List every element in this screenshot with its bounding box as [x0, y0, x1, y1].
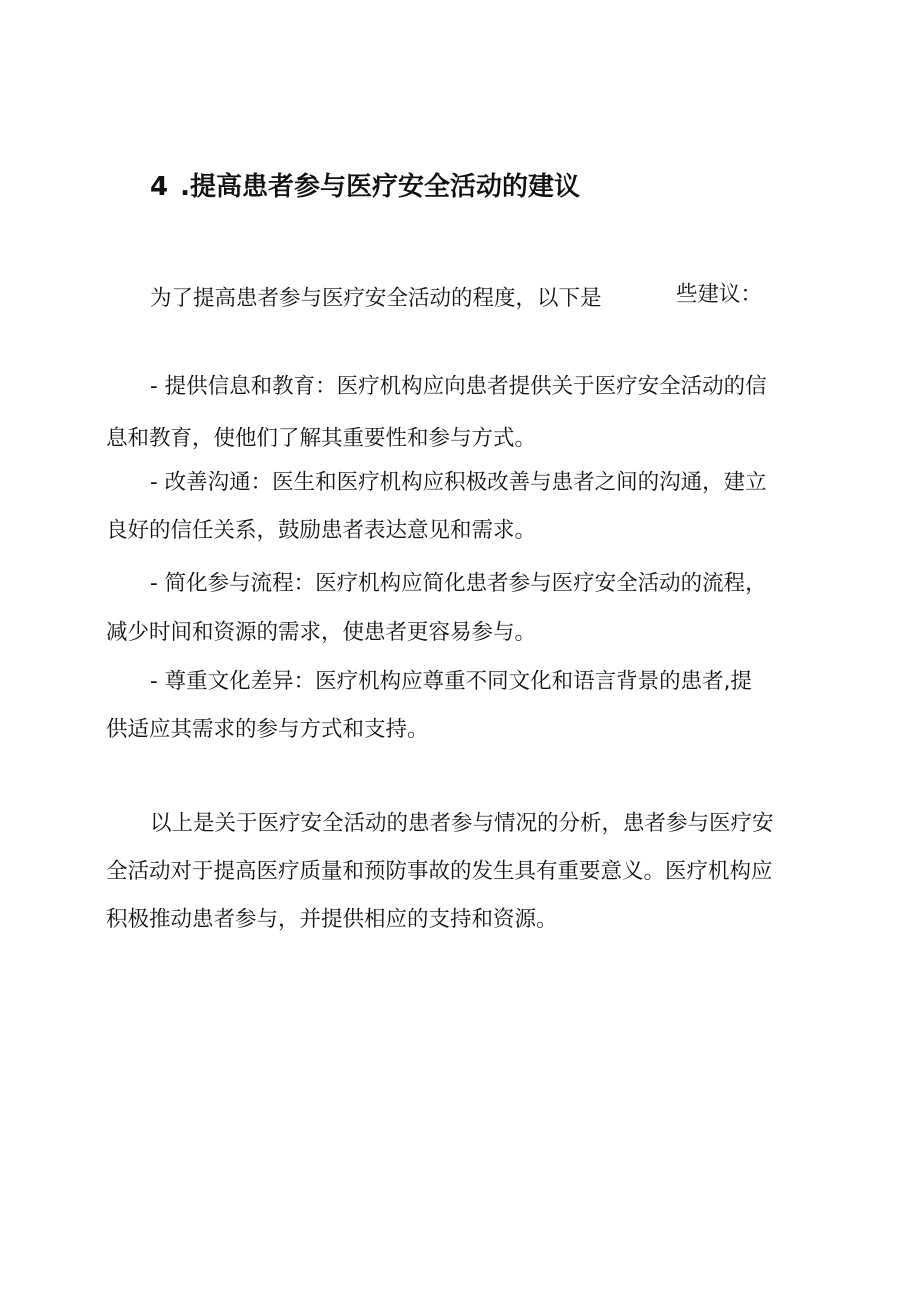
section-heading — [150, 166, 580, 203]
suggestion-4-line-2: 供适应其需求的参与方式和支持。 — [106, 717, 429, 742]
conclusion-line-2: 全活动对于提高医疗质量和预防事故的发生具有重要意义。医疗机构应 — [106, 859, 773, 884]
suggestion-1-line-1: - 提供信息和教育：医疗机构应向患者提供关于医疗安全活动的信 — [150, 374, 767, 399]
intro-text: 为了提高患者参与医疗安全活动的程度，以下是 — [150, 286, 602, 311]
suggestion-2-line-1: - 改善沟通：医生和医疗机构应积极改善与患者之间的沟通，建立 — [150, 470, 767, 495]
section-title: .提高患者参与医疗安全活动的建议 — [180, 172, 580, 202]
suggestion-3-line-1: - 简化参与流程：医疗机构应简化患者参与医疗安全活动的流程， — [150, 571, 767, 596]
intro-text-continued: 些建议： — [676, 282, 763, 307]
conclusion-line-1: 以上是关于医疗安全活动的患者参与情况的分析，患者参与医疗安 — [150, 811, 774, 836]
suggestion-4-line-1: - 尊重文化差异：医疗机构应尊重不同文化和语言背景的患者,提 — [150, 669, 752, 694]
section-number: 4 — [150, 172, 169, 202]
suggestion-2-line-2: 良好的信任关系，鼓励患者表达意见和需求。 — [106, 518, 537, 543]
conclusion-line-3: 积极推动患者参与，并提供相应的支持和资源。 — [106, 907, 558, 932]
suggestion-1-line-2: 息和教育，使他们了解其重要性和参与方式。 — [106, 426, 537, 451]
suggestion-3-line-2: 减少时间和资源的需求，使患者更容易参与。 — [106, 620, 537, 645]
